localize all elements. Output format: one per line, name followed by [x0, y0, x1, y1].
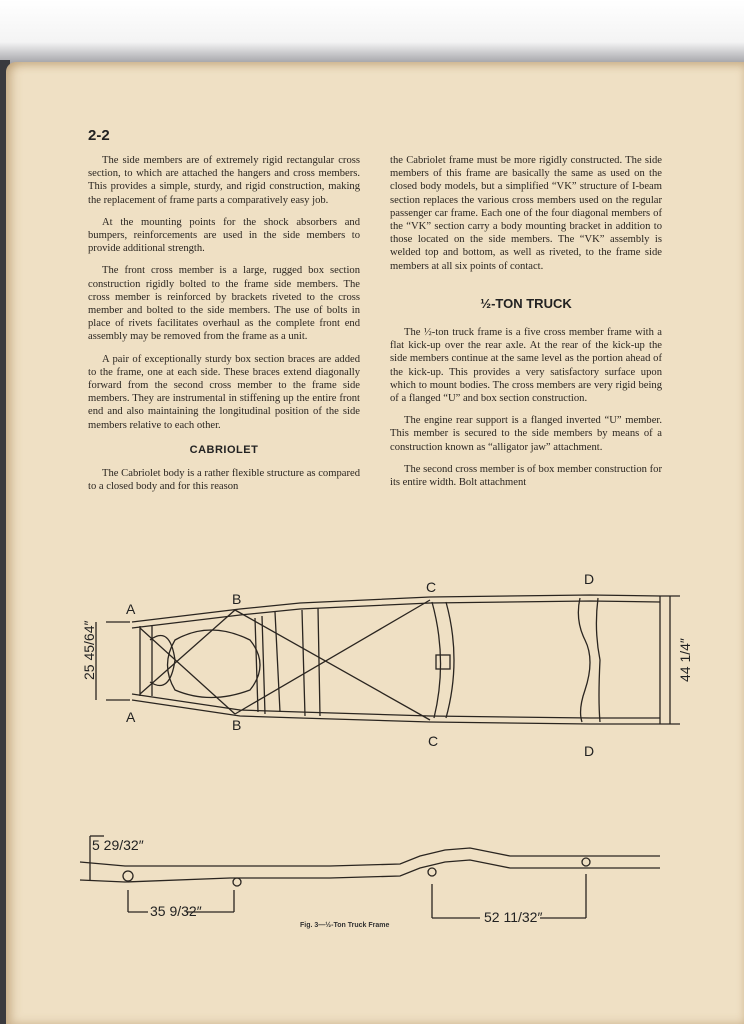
paragraph-mounting-points: At the mounting points for the shock absorbers and bumpers, reinforcements are used in the side members to provide additional strength. — [88, 216, 360, 255]
frame-top-rail-inner — [132, 601, 660, 628]
heading-half-ton-truck: ½-TON TRUCK — [480, 295, 572, 311]
page-number: 2-2 — [88, 127, 110, 144]
paragraph-cabriolet-continued: the Cabriolet frame must be more rigidly constructed. The side members of this frame are basically the same as used on the closed body models, but a simplified “VK” structure of I-beam section replaces the various cross members used on the regular passenger car frame. Each one of the four diagonal members of the “VK” section carry a body mounting bracket in addition to those located on the side members. The “VK” assembly is welded top and bottom, as well as riveted, to the frame side members at all six points of contact. — [390, 155, 662, 272]
dim-front-width: 25 45/64″ — [81, 620, 97, 680]
figure-caption: Fig. 3—½-Ton Truck Frame — [300, 922, 390, 929]
diagonal-ab — [140, 628, 235, 714]
paragraph-front-cross-member: The front cross member is a large, rugged box section construction rigidly bolted to the frame side members. The cross member is reinforced by brackets riveted to the cross member and bolted to the side members. The use of bolts in place of rivets facilitates overhaul as the complete front end assembly may be removed from the frame as a unit. — [88, 265, 360, 343]
paragraph-engine-rear-support: The engine rear support is a flanged inverted “U” member. This member is secured to the side members by means of a construction known as “alligator jaw” attachment. — [390, 415, 662, 453]
label-b-top: B — [232, 591, 242, 607]
label-c-bottom: C — [428, 733, 439, 749]
dim-rear-length: 52 11/32″ — [484, 909, 543, 925]
paragraph-truck-frame: The ½-ton truck frame is a five cross member frame with a flat kick-up over the rear axle. At the rear of the kick-up the side members continue at the same level as the portion ahead of the kick-up. This provides a very satisfactory surface upon which to mount bodies. The cross members are very rigid being of a flanged “U” and box section construction. — [390, 327, 662, 405]
paragraph-box-braces: A pair of exceptionally sturdy box section braces are added to the frame, one at each side. These braces extend diagonally forward from the second cross member to the frame side members. They are instrumental in stiffening up the entire front end and also maintaining the longitudinal position of the side members relative to each other. — [88, 353, 360, 431]
dim-height: 5 29/32″ — [92, 837, 144, 853]
heading-cabriolet: CABRIOLET — [189, 443, 259, 456]
label-a-top: A — [126, 601, 136, 617]
dim-rear-width: 44 1/4″ — [677, 638, 693, 682]
side-rail-bottom — [80, 860, 660, 882]
paragraph-cabriolet: The Cabriolet body is a rather flexible structure as compared to a closed body and for this reason — [88, 468, 360, 493]
paragraph-second-cross-member: The second cross member is of box member construction for its entire width. Bolt attachment — [390, 463, 662, 489]
diagonal-ab-2 — [140, 610, 235, 694]
label-d-top: D — [584, 571, 595, 587]
label-d-bottom: D — [584, 743, 595, 759]
label-a-bottom: A — [126, 709, 136, 725]
side-rail-top — [80, 848, 660, 866]
label-c-top: C — [426, 579, 437, 595]
paragraph-side-members: The side members are of extremely rigid rectangular cross section, to which are attached the hangers and cross members. This provides a simple, sturdy, and rigid construction, making the replacement of frame parts a comparatively easy job. — [88, 155, 360, 206]
label-b-bottom: B — [232, 717, 242, 733]
dim-front-length: 35 9/32″ — [150, 903, 202, 919]
